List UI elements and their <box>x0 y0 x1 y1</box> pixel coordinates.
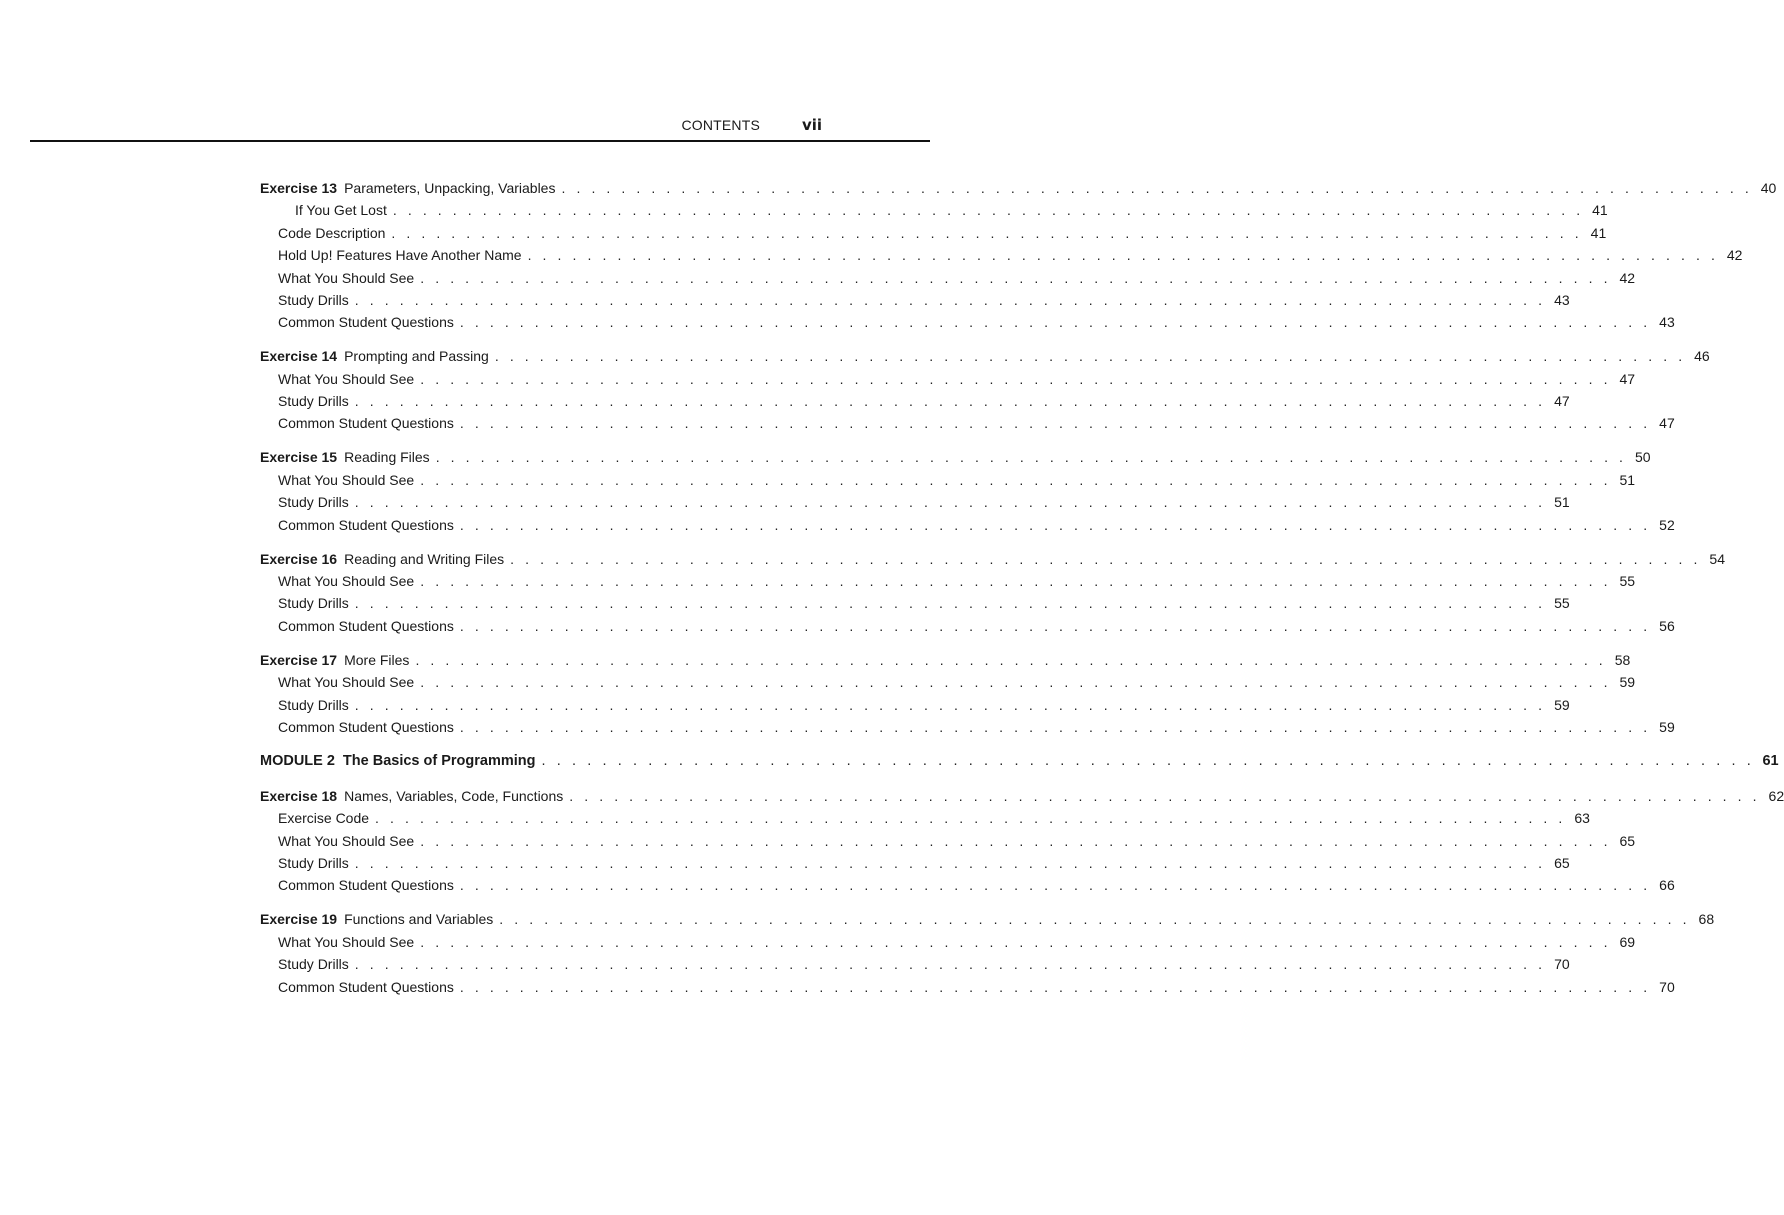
toc-subentry[interactable] <box>260 289 1570 311</box>
dot-leader: . . . . . . . . . . . . . . . . . . . . . . . . . . . . . . . . . . . . . . . . . . . . . . . . . . . . . . . . . . . . . . . . . . . . . . . . . . . . . . . . <box>392 202 1584 219</box>
toc-subentry[interactable] <box>260 874 1675 896</box>
module-entry[interactable] <box>260 750 1779 772</box>
dot-leader: . . . . . . . . . . . . . . . . . . . . . . . . . . . . . . . . . . . . . . . . . . . . . . . . . . . . . . . . . . . . . . . . . . . . . . . . . . . . . . . . <box>459 415 1651 432</box>
entry-title: Common Student Questions <box>278 314 454 331</box>
entry-page-number: 69 <box>1619 933 1636 950</box>
entry-title: What You Should See <box>278 573 415 590</box>
entry-label: MODULE 2 <box>260 752 335 769</box>
dot-leader: . . . . . . . . . . . . . . . . . . . . . . . . . . . . . . . . . . . . . . . . . . . . . . . . . . . . . . . . . . . . . . . . . . . . . . . . . . . . . . . . <box>415 651 1607 668</box>
entry-title: Common Student Questions <box>278 617 454 634</box>
toc-subentry[interactable] <box>260 592 1570 614</box>
dot-leader: . . . . . . . . . . . . . . . . . . . . . . . . . . . . . . . . . . . . . . . . . . . . . . . . . . . . . . . . . . . . . . . . . . . . . . . . . . . . . . . . <box>541 752 1755 769</box>
toc-subentry[interactable] <box>260 953 1570 975</box>
entry-label: Exercise 15 <box>260 449 338 466</box>
entry-page-number: 59 <box>1659 718 1675 735</box>
entry-page-number: 47 <box>1619 370 1636 387</box>
dot-leader: . . . . . . . . . . . . . . . . . . . . . . . . . . . . . . . . . . . . . . . . . . . . . . . . . . . . . . . . . . . . . . . . . . . . . . . . . . . . . . . . <box>561 179 1753 196</box>
entry-title: Study Drills <box>278 291 349 308</box>
dot-leader: . . . . . . . . . . . . . . . . . . . . . . . . . . . . . . . . . . . . . . . . . . . . . . . . . . . . . . . . . . . . . . . . . . . . . . . . . . . . . . . . <box>494 348 1686 365</box>
entry-page-number: 70 <box>1554 956 1570 973</box>
dot-leader: . . . . . . . . . . . . . . . . . . . . . . . . . . . . . . . . . . . . . . . . . . . . . . . . . . . . . . . . . . . . . . . . . . . . . . . . . . . . . . . . <box>499 911 1691 928</box>
dot-leader: . . . . . . . . . . . . . . . . . . . . . . . . . . . . . . . . . . . . . . . . . . . . . . . . . . . . . . . . . . . . . . . . . . . . . . . . . . . . . . . . <box>420 832 1612 849</box>
section-label: CONTENTS <box>681 117 761 133</box>
dot-leader: . . . . . . . . . . . . . . . . . . . . . . . . . . . . . . . . . . . . . . . . . . . . . . . . . . . . . . . . . . . . . . . . . . . . . . . . . . . . . . . . <box>354 855 1546 871</box>
dot-leader: . . . . . . . . . . . . . . . . . . . . . . . . . . . . . . . . . . . . . . . . . . . . . . . . . . . . . . . . . . . . . . . . . . . . . . . . . . . . . . . . <box>354 393 1546 410</box>
entry-title: Exercise Code <box>278 810 370 827</box>
dot-leader: . . . . . . . . . . . . . . . . . . . . . . . . . . . . . . . . . . . . . . . . . . . . . . . . . . . . . . . . . . . . . . . . . . . . . . . . . . . . . . . . <box>420 471 1612 488</box>
dot-leader: . . . . . . . . . . . . . . . . . . . . . . . . . . . . . . . . . . . . . . . . . . . . . . . . . . . . . . . . . . . . . . . . . . . . . . . . . . . . . . . . <box>391 224 1583 241</box>
entry-title: Reading and Writing Files <box>344 550 505 567</box>
toc-subentry[interactable] <box>260 199 1608 221</box>
table-of-contents <box>260 177 1784 1010</box>
exercise-entry[interactable] <box>260 649 1631 671</box>
toc-subentry[interactable] <box>260 311 1675 333</box>
toc-subentry[interactable] <box>260 694 1570 716</box>
entry-title: Common Student Questions <box>278 516 454 533</box>
toc-group <box>260 908 1715 998</box>
entry-page-number: 47 <box>1659 415 1675 432</box>
entry-title: Study Drills <box>278 956 349 973</box>
entry-label: Exercise 17 <box>260 651 338 668</box>
toc-group <box>260 548 1725 638</box>
page-number: vii <box>801 116 822 134</box>
entry-label: Exercise 16 <box>260 550 338 567</box>
toc-subentry[interactable] <box>260 830 1636 852</box>
entry-title: Study Drills <box>278 494 349 511</box>
entry-page-number: 42 <box>1619 269 1636 286</box>
dot-leader: . . . . . . . . . . . . . . . . . . . . . . . . . . . . . . . . . . . . . . . . . . . . . . . . . . . . . . . . . . . . . . . . . . . . . . . . . . . . . . . . <box>459 877 1651 894</box>
entry-title: Code Description <box>278 224 386 241</box>
entry-page-number: 47 <box>1554 393 1570 410</box>
entry-title: Study Drills <box>278 393 349 410</box>
entry-title: What You Should See <box>278 269 415 286</box>
dot-leader: . . . . . . . . . . . . . . . . . . . . . . . . . . . . . . . . . . . . . . . . . . . . . . . . . . . . . . . . . . . . . . . . . . . . . . . . . . . . . . . . <box>354 291 1546 308</box>
entry-title: Common Student Questions <box>278 415 454 432</box>
entry-title: Parameters, Unpacking, Variables <box>344 179 556 196</box>
dot-leader: . . . . . . . . . . . . . . . . . . . . . . . . . . . . . . . . . . . . . . . . . . . . . . . . . . . . . . . . . . . . . . . . . . . . . . . . . . . . . . . . <box>459 978 1651 995</box>
entry-label: Exercise 13 <box>260 179 338 196</box>
dot-leader: . . . . . . . . . . . . . . . . . . . . . . . . . . . . . . . . . . . . . . . . . . . . . . . . . . . . . . . . . . . . . . . . . . . . . . . . . . . . . . . . <box>354 696 1546 713</box>
entry-label: Exercise 14 <box>260 348 338 365</box>
toc-subentry[interactable] <box>260 671 1636 693</box>
entry-title: Common Student Questions <box>278 718 454 735</box>
entry-page-number: 66 <box>1659 877 1675 894</box>
toc-subentry[interactable] <box>260 244 1743 266</box>
dot-leader: . . . . . . . . . . . . . . . . . . . . . . . . . . . . . . . . . . . . . . . . . . . . . . . . . . . . . . . . . . . . . . . . . . . . . . . . . . . . . . . . <box>569 787 1761 804</box>
running-head <box>0 116 822 134</box>
toc-subentry[interactable] <box>260 807 1590 829</box>
entry-page-number: 43 <box>1554 291 1570 308</box>
toc-subentry[interactable] <box>260 931 1636 953</box>
entry-page-number: 41 <box>1592 202 1608 219</box>
toc-subentry[interactable] <box>260 222 1607 244</box>
dot-leader: . . . . . . . . . . . . . . . . . . . . . . . . . . . . . . . . . . . . . . . . . . . . . . . . . . . . . . . . . . . . . . . . . . . . . . . . . . . . . . . . <box>354 956 1546 973</box>
entry-page-number: 55 <box>1554 595 1570 612</box>
dot-leader: . . . . . . . . . . . . . . . . . . . . . . . . . . . . . . . . . . . . . . . . . . . . . . . . . . . . . . . . . . . . . . . . . . . . . . . . . . . . . . . . <box>354 595 1546 612</box>
dot-leader: . . . . . . . . . . . . . . . . . . . . . . . . . . . . . . . . . . . . . . . . . . . . . . . . . . . . . . . . . . . . . . . . . . . . . . . . . . . . . . . . <box>459 314 1651 331</box>
entry-title: Common Student Questions <box>278 978 454 995</box>
dot-leader: . . . . . . . . . . . . . . . . . . . . . . . . . . . . . . . . . . . . . . . . . . . . . . . . . . . . . . . . . . . . . . . . . . . . . . . . . . . . . . . . <box>459 718 1651 735</box>
entry-page-number: 54 <box>1709 550 1725 567</box>
toc-group <box>260 345 1710 435</box>
toc-group <box>260 785 1784 897</box>
toc-subentry[interactable] <box>260 491 1570 513</box>
exercise-entry[interactable] <box>260 785 1784 807</box>
exercise-entry[interactable] <box>260 177 1777 199</box>
dot-leader: . . . . . . . . . . . . . . . . . . . . . . . . . . . . . . . . . . . . . . . . . . . . . . . . . . . . . . . . . . . . . . . . . . . . . . . . . . . . . . . . <box>420 269 1612 286</box>
entry-page-number: 50 <box>1634 449 1651 466</box>
entry-title: What You Should See <box>278 674 415 691</box>
exercise-entry[interactable] <box>260 548 1725 570</box>
dot-leader: . . . . . . . . . . . . . . . . . . . . . . . . . . . . . . . . . . . . . . . . . . . . . . . . . . . . . . . . . . . . . . . . . . . . . . . . . . . . . . . . <box>354 494 1546 511</box>
entry-page-number: 43 <box>1659 314 1675 331</box>
entry-page-number: 55 <box>1619 573 1636 590</box>
entry-page-number: 56 <box>1659 617 1675 634</box>
entry-page-number: 40 <box>1760 179 1777 196</box>
entry-title: What You Should See <box>278 370 415 387</box>
toc-subentry[interactable] <box>260 976 1675 998</box>
entry-label: Exercise 18 <box>260 787 338 804</box>
entry-title: Reading Files <box>344 449 430 466</box>
toc-subentry[interactable] <box>260 368 1636 390</box>
entry-page-number: 46 <box>1694 348 1710 365</box>
entry-page-number: 59 <box>1619 674 1636 691</box>
entry-page-number: 52 <box>1659 516 1675 533</box>
entry-label: Exercise 19 <box>260 911 338 928</box>
dot-leader: . . . . . . . . . . . . . . . . . . . . . . . . . . . . . . . . . . . . . . . . . . . . . . . . . . . . . . . . . . . . . . . . . . . . . . . . . . . . . . . . <box>527 247 1719 264</box>
entry-title: Prompting and Passing <box>344 348 489 365</box>
entry-title: Functions and Variables <box>344 911 494 928</box>
toc-subentry[interactable] <box>260 615 1675 637</box>
entry-page-number: 62 <box>1768 787 1784 804</box>
entry-title: Common Student Questions <box>278 877 454 894</box>
dot-leader: . . . . . . . . . . . . . . . . . . . . . . . . . . . . . . . . . . . . . . . . . . . . . . . . . . . . . . . . . . . . . . . . . . . . . . . . . . . . . . . . <box>420 933 1612 950</box>
dot-leader: . . . . . . . . . . . . . . . . . . . . . . . . . . . . . . . . . . . . . . . . . . . . . . . . . . . . . . . . . . . . . . . . . . . . . . . . . . . . . . . . <box>420 573 1612 590</box>
entry-page-number: 68 <box>1698 911 1715 928</box>
entry-title: If You Get Lost <box>295 202 387 219</box>
entry-title: The Basics of Programming <box>342 752 536 769</box>
toc-subentry[interactable] <box>260 716 1675 738</box>
dot-leader: . . . . . . . . . . . . . . . . . . . . . . . . . . . . . . . . . . . . . . . . . . . . . . . . . . . . . . . . . . . . . . . . . . . . . . . . . . . . . . . . <box>510 550 1701 567</box>
dot-leader: . . . . . . . . . . . . . . . . . . . . . . . . . . . . . . . . . . . . . . . . . . . . . . . . . . . . . . . . . . . . . . . . . . . . . . . . . . . . . . . . <box>459 516 1651 533</box>
dot-leader: . . . . . . . . . . . . . . . . . . . . . . . . . . . . . . . . . . . . . . . . . . . . . . . . . . . . . . . . . . . . . . . . . . . . . . . . . . . . . . . . <box>420 674 1612 691</box>
entry-title: Study Drills <box>278 696 349 713</box>
entry-page-number: 42 <box>1726 247 1743 264</box>
entry-page-number: 70 <box>1659 978 1675 995</box>
entry-page-number: 41 <box>1590 224 1607 241</box>
dot-leader: . . . . . . . . . . . . . . . . . . . . . . . . . . . . . . . . . . . . . . . . . . . . . . . . . . . . . . . . . . . . . . . . . . . . . . . . . . . . . . . . <box>459 617 1651 634</box>
entry-page-number: 51 <box>1619 471 1636 488</box>
toc-subentry[interactable] <box>260 390 1570 412</box>
exercise-entry[interactable] <box>260 345 1710 367</box>
dot-leader: . . . . . . . . . . . . . . . . . . . . . . . . . . . . . . . . . . . . . . . . . . . . . . . . . . . . . . . . . . . . . . . . . . . . . . . . . . . . . . . . <box>375 810 1566 827</box>
entry-title: More Files <box>344 651 410 668</box>
exercise-entry[interactable] <box>260 908 1715 930</box>
toc-subentry[interactable] <box>260 267 1636 289</box>
toc-group <box>260 177 1777 334</box>
toc-subentry[interactable] <box>260 570 1636 592</box>
entry-page-number: 61 <box>1762 752 1779 769</box>
entry-page-number: 65 <box>1554 855 1570 871</box>
entry-title: Study Drills <box>278 595 349 612</box>
entry-page-number: 58 <box>1614 651 1631 668</box>
dot-leader: . . . . . . . . . . . . . . . . . . . . . . . . . . . . . . . . . . . . . . . . . . . . . . . . . . . . . . . . . . . . . . . . . . . . . . . . . . . . . . . . <box>420 370 1612 387</box>
toc-subentry[interactable] <box>260 469 1636 491</box>
entry-page-number: 65 <box>1619 832 1636 849</box>
entry-page-number: 51 <box>1554 494 1570 511</box>
entry-title: What You Should See <box>278 471 415 488</box>
toc-group <box>260 446 1675 536</box>
entry-title: What You Should See <box>278 832 415 849</box>
toc-subentry[interactable] <box>260 852 1570 874</box>
toc-subentry[interactable] <box>260 514 1675 536</box>
entry-title: Hold Up! Features Have Another Name <box>278 247 522 264</box>
entry-title: What You Should See <box>278 933 415 950</box>
entry-page-number: 59 <box>1554 696 1570 713</box>
dot-leader: . . . . . . . . . . . . . . . . . . . . . . . . . . . . . . . . . . . . . . . . . . . . . . . . . . . . . . . . . . . . . . . . . . . . . . . . . . . . . . . . <box>435 449 1627 466</box>
exercise-entry[interactable] <box>260 446 1651 468</box>
toc-subentry[interactable] <box>260 413 1675 435</box>
header-rule <box>30 140 930 142</box>
entry-title: Study Drills <box>278 855 349 871</box>
entry-title: Names, Variables, Code, Functions <box>344 787 564 804</box>
entry-page-number: 63 <box>1574 810 1590 827</box>
toc-group <box>260 649 1675 739</box>
